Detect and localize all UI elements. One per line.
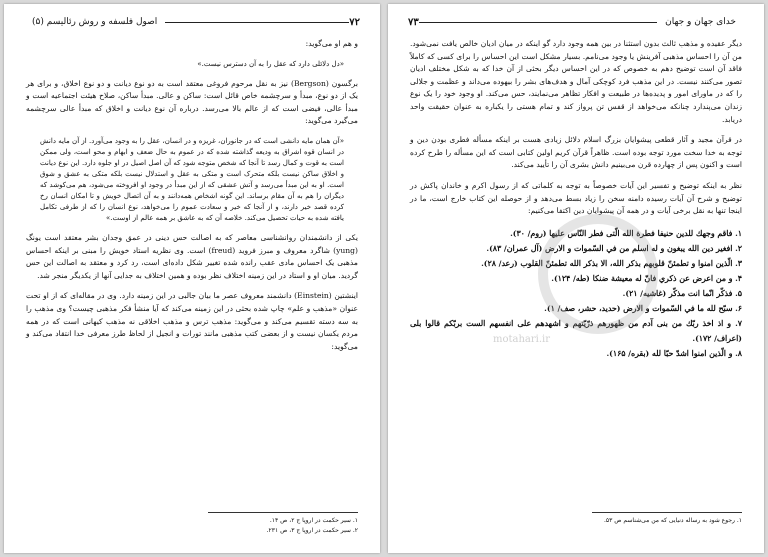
verse-list: [410, 226, 742, 361]
verse-item: ۶. سبّح لله ما في السّموات و الارض (حدید، حشر، صف/ ۱).: [544, 303, 742, 313]
watermark-text: motahari.ir: [493, 334, 551, 345]
left-page-body: [26, 38, 358, 361]
verse-item: ۷. و اذ اخذ ربّك من بنى آدم من ظهورهم ذرّيّتهم و اشهدهم على انفسهم الست بربّكم قالوا بلى (اعراف/ ۱۷۲).: [410, 318, 742, 343]
right-page-body: [410, 38, 742, 361]
footnote: ۱. رجوع شود به رساله دنیایی که من می‌شناسم ص ۵۳.: [603, 517, 742, 524]
verse-item: ۴. و من اعرض عن ذكري فانّ له معيشة ضنكا (طه/ ۱۲۴).: [551, 273, 742, 283]
verse-item: ۲. افغیر دین الله یبغون و له اسلم من في السّموات و الارض (آل عمران/ ۸۳).: [486, 243, 742, 253]
quote-pascal: «دل دلائلی دارد که عقل را به آن دسترس نیست.»: [197, 59, 344, 68]
header-rule: [165, 22, 349, 23]
footnote-rule: [592, 512, 742, 513]
verse-item: ۵. فذكّر انّما انت مذكّر (غاشيه/ ۲۱).: [622, 288, 742, 298]
right-page: [388, 4, 764, 553]
verse-item: ۳. الّذين امنوا و تطمئنّ قلوبهم بذكر الله، الا بذكر الله تطمئنّ القلوب (رعد/ ۲۸).: [481, 258, 742, 268]
left-page-header: [24, 14, 360, 30]
header-rule: [419, 22, 657, 23]
running-title: اصول فلسفه و روش رئالیسم (۵): [32, 17, 158, 27]
left-page: [4, 4, 380, 553]
page-number: ۷۳: [408, 16, 419, 28]
footnotes: [410, 516, 742, 526]
footnotes: [26, 516, 358, 536]
running-title: خدای جهان و جهان: [665, 17, 736, 27]
quote-bergson: «آن همان مایه دانشی است که در جانوران، غریزه و در انسان، عقل را به وجود می‌آورد. از آن مایه دانش در انسان قوه اشراق به ودیعه گذاشته شده که در عموم به حال ضعف و ابهام و محو است، ولی ممکن است به قوت و کمال رسد تا آنجا که شخص متوجه شود که آن اصل اصیل در او جلوه دارد. این نوع دیانت و اخلاق ساکن نیست بلکه متحرک است و متکی به عقل و استدلال نیست بلکه متکی به عشق و شوق است. او به این مبدأ می‌رسد و آتش عشقی که از این مبدأ در وجود او افروخته می‌شود، هم می‌کوشد که دیگران را هم به آن مقام برساند. این گونه اشخاص همه‌دانند و به آن اتصال خویش و تا امکان انسان رخ کرده قصد خیر دارند، و از آنجا که خیر و سعادت عموم را می‌خواهد، نوع انسان را که از طرفی تکامل یافته شده به حیات تحصیل می‌کند. خلاصه آن که به عاشق بر همه عالم از اوست.»: [40, 136, 344, 222]
verse-item: ۸. و الّذين امنوا اشدّ حبّا لله (بقره/ ۱۶۵).: [606, 348, 742, 358]
paragraph-quran: در قرآن مجید و آثار قطعی پیشوایان بزرگ اسلام دلائل زیادی هست بر اینکه مسأله فطری بودن دین و توجه به خدا سخت مورد توجه بوده است. ظاهراً قرآن کریم اولین کتابی است که این مسأله را طرح کرده است و اکنون پس از چهارده قرن می‌بینیم دانش بشری آن را تأیید می‌کند.: [410, 135, 742, 170]
paragraph-einstein-quote: دیگر عقیده و مذهب ثالث بدون استثنا در بین همه وجود دارد گو اینکه در میان ادیان خالص یافت نمی‌شود. من آن را احساس مذهبی آفرینش یا وجود می‌نامم. بسیار مشکل است این احساس را برای کسی که کاملاً فاقد آن است توضیح دهم به خصوص که در این احساس دیگر بحثی از آن خدا که به شکل مختلف ادیان تصور می‌کنند نیست. در این مذهب فرد کوچکی آمال و هدف‌های بشر را بیهوده می‌داند و عظمت و جلالی را که در ماورای امور و پدیده‌ها در طبیعت و افکار تظاهر می‌نمایند، حس می‌کند. او وجود خود را یک نوع زندان می‌پندارد چنانکه می‌خواهد از قفس تن پرواز کند و تمام هستی را یکباره به عنوان حقیقت واحد دریابد.: [410, 39, 742, 124]
paragraph-bergson: برگسون (Bergson) نیز به نقل مرحوم فروغی معتقد است به دو نوع دیانت و دو نوع اخلاق، و برای هر یک از دو نوع، مبدأ و سرچشمه خاص قائل است: ساکن و عالی. مبدأ ساکن، صلاح هیئت اجتماعیه است و مبدأ عالی، فیضی است که از عالم بالا می‌رسد. درباره آن نوع دیانت و اخلاق که مبدأ عالی سرچشمه می‌گیرد می‌گوید:: [26, 78, 358, 126]
intro-line: و هم او می‌گوید:: [305, 39, 358, 48]
paragraph-einstein: اینشتین (Einstein) دانشمند معروف عصر ما بیان جالبی در این زمینه دارد. وی در مقاله‌ای که از او تحت عنوان «مذهب و علم» چاپ شده بحثی در این زمینه می‌کند که آیا منشأ فکر مذهبی چیست؟ وی مذهب را به سه دسته تقسیم می‌کند و می‌گوید: مذهب ترس و مذهب اخلاقی نه مذهب کیهانی است که در همه مردم یکسان نیست و از بعضی کتب مذهبی مانند تورات و انجیل از لحاظ طرز معرفی خدا انتقاد می‌کند و می‌گوید:: [26, 291, 359, 351]
footnote: ۲. سیر حکمت در اروپا ج ۳، ص ۲۳۱.: [266, 527, 358, 534]
paragraph-verses-intro: نظر به اینکه توضیح و تفسیر این آیات خصوصاً به توجه به کلماتی که از رسول اکرم و خاندان پاکش در توضیح و شرح آن آیات رسیده دامنه سخن را زیاد بسط می‌دهد و از حوصله این کتاب خارج است، ما در اینجا تنها به نقل برخی آیات و در همه آن پیشوایان دین اکتفا می‌کنیم:: [410, 180, 742, 216]
verse-item: ۱. فاقم وجهك للدين حنيفا فطرة الله الّتى فطر النّاس عليها (روم/ ۳۰).: [510, 228, 742, 238]
footnote: ۱. سیر حکمت در اروپا ج ۲، ص ۱۴.: [269, 517, 358, 524]
footnote-rule: [208, 512, 358, 513]
right-page-header: [408, 14, 744, 30]
page-number: ۷۲: [349, 16, 360, 28]
paragraph-jung: یکی از دانشمندان روانشناسی معاصر که به اصالت حس دینی در عمق وجدان بشر معتقد است یونگ (yung) شاگرد معروف و مبرز فروید (freud) است. وی نظریه استاد خویش را مبنی بر اینکه احساس مذهبی یک احساس مادی عقب رانده شده تغییر شکل داده‌ای است، رد کرد و معتقد به اصالت این حس گردید. میان او و استاد در این زمینه اختلاف نظر بوده و همین اختلاف به جدایی آنها از یکدیگر منجر شد.: [26, 232, 358, 280]
